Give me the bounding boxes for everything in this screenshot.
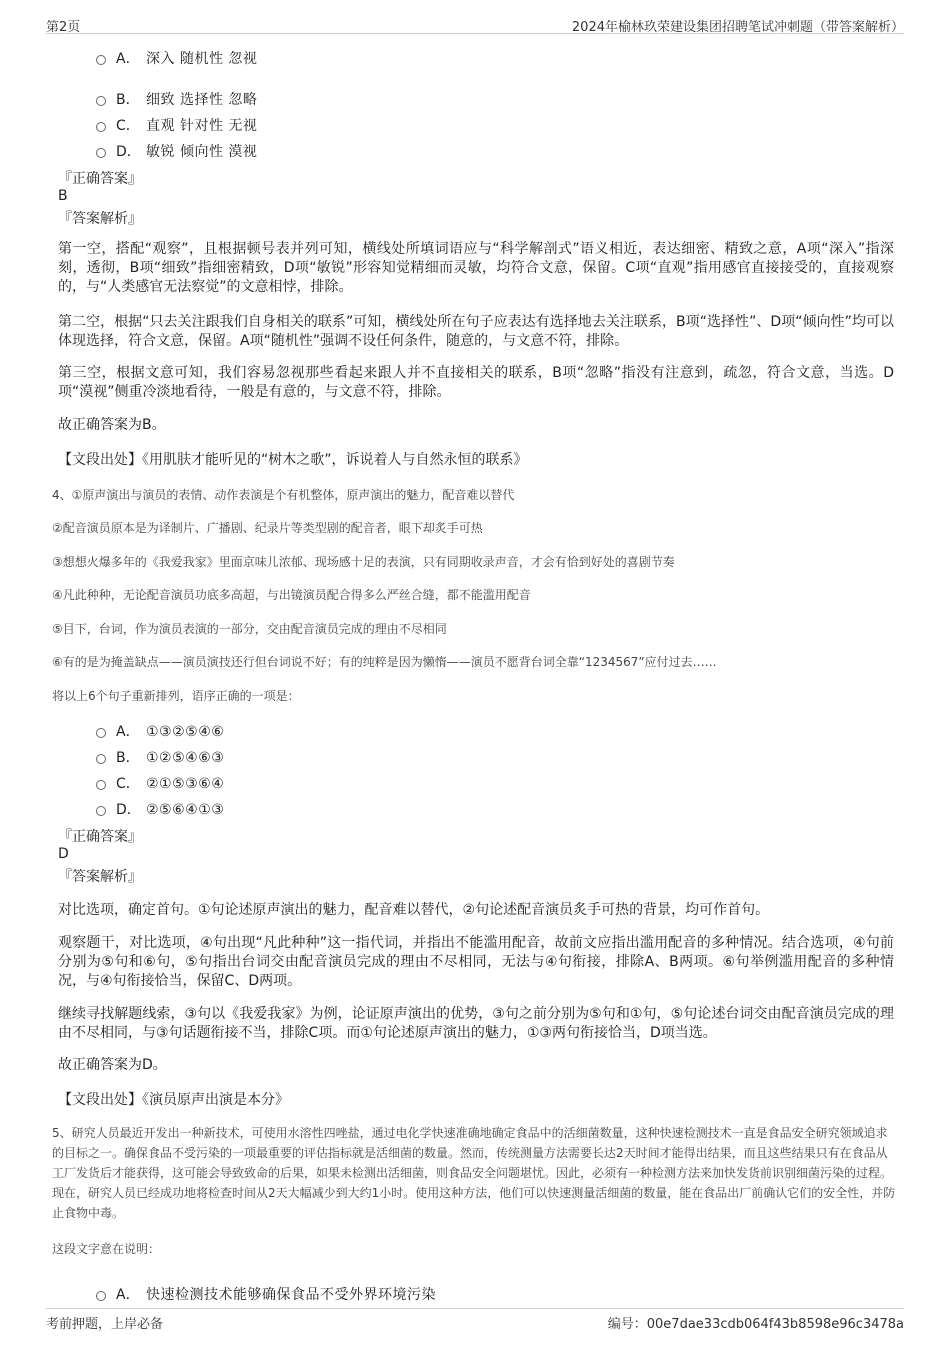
q4-option-d[interactable]: D． ②⑤⑥④①③ <box>96 799 224 819</box>
q3-analysis-paragraph: 第三空，根据文意可知，我们容易忽视那些看起来跟人并不直接相关的联系，B项“忽略”指没有注意到，疏忽，符合文意，当选。D项“漠视”侧重冷淡地看待，一般是有意的，与文意不符，排除。 <box>58 365 894 400</box>
q4-sentence: ⑥有的是为掩盖缺点——演员演技还行但台词说不好；有的纯粹是因为懒惰——演员不愿背台词全靠“1234567”应付过去…… <box>52 655 717 669</box>
q4-option-c[interactable]: C． ②①⑤③⑥④ <box>96 773 224 793</box>
document-title: 2024年榆林玖荣建设集团招聘笔试冲刺题（带答案解析） <box>571 20 904 35</box>
q4-answer-label: 『正确答案』 <box>58 829 142 845</box>
q3-option-d[interactable]: D． 敏锐 倾向性 漠视 <box>96 141 257 161</box>
q4-option-a[interactable]: A． ①③②⑤④⑥ <box>96 721 224 741</box>
radio-icon[interactable] <box>96 806 106 816</box>
document-id: 编号：00e7dae33cdb064f43b8598e96c3478a <box>607 1317 904 1332</box>
q5-stem: 5、研究人员最近开发出一种新技术，可使用水溶性四唑盐，通过电化学快速准确地确定食品中的活细菌数量，这种快速检测技术一直是食品安全研究领域追求的目标之一。确保食品不受污染的一项最重要的评估指标就是活细菌的数量。然而，传统测量方法需要长达2天时间才能得出结果，而且这些结果只有在食品从工厂发货后才能获得，这可能会导致致命的后果，如果未检测出活细菌，则食品安全问题堪忧。因此，必须有一种检测方法来加快发货前识别细菌污染的过程。现在，研究人员已经成功地将检查时间从2天大幅减少到大约1小时。使用这种方法，他们可以快速测量活细菌的数量，能在食品出厂前确认它们的安全性，并防止食物中毒。 <box>52 1126 896 1220</box>
q4-source: 【文段出处】《演员原声出演是本分》 <box>58 1092 289 1108</box>
q3-analysis-paragraph: 第一空，搭配“观察”，且根据顿号表并列可知，横线处所填词语应与“科学解剖式”语义相近，表达细密、精致之意，A项“深入”指深刻，透彻，B项“细致”指细密精致，D项“敏锐”形容知觉精细而灵敏，均符合文意，保留。C项“直观”指用感官直接接受的，直接观察的，与“人类感官无法察觉”的文意相悖，排除。 <box>58 241 894 295</box>
q3-analysis-paragraph: 第二空，根据“只去关注跟我们自身相关的联系”可知，横线处所在句子应表达有选择地去关注联系，B项“选择性”、D项“倾向性”均可以体现选择，符合文意，保留。A项“随机性”强调不设任何条件，随意的，与文意不符，排除。 <box>58 314 894 349</box>
radio-icon[interactable] <box>96 55 106 65</box>
q4-option-b[interactable]: B． ①②⑤④⑥③ <box>96 747 224 767</box>
q4-sentence: ②配音演员原本是为译制片、广播剧、纪录片等类型剧的配音者，眼下却炙手可热 <box>52 521 483 535</box>
footer-slogan: 考前押题，上岸必备 <box>46 1317 164 1332</box>
q3-option-c[interactable]: C． 直观 针对性 无视 <box>96 115 257 135</box>
q5-prompt: 这段文字意在说明： <box>52 1242 161 1256</box>
q5-option-a[interactable]: A． 快速检测技术能够确保食品不受外界环境污染 <box>96 1284 436 1304</box>
q3-analysis-label: 『答案解析』 <box>58 211 142 227</box>
q3-option-a[interactable]: A． 深入 随机性 忽视 <box>96 48 257 68</box>
radio-icon[interactable] <box>96 780 106 790</box>
q4-sentence: ③想想火爆多年的《我爱我家》里面京味儿浓郁、现场感十足的表演，只有同期收录声音，才会有恰到好处的喜剧节奏 <box>52 555 675 569</box>
q4-analysis-paragraph: 对比选项，确定首句。①句论述原声演出的魅力，配音难以替代，②句论述配音演员炙手可热的背景，均可作首句。 <box>58 902 770 918</box>
radio-icon[interactable] <box>96 1291 106 1301</box>
radio-icon[interactable] <box>96 148 106 158</box>
q4-sentence: ④凡此种种，无论配音演员功底多高超，与出镜演员配合得多么严丝合缝，都不能滥用配音 <box>52 588 531 602</box>
radio-icon[interactable] <box>96 754 106 764</box>
header-divider <box>46 33 904 34</box>
q4-sentence: ⑤目下，台词，作为演员表演的一部分，交由配音演员完成的理由不尽相同 <box>52 622 447 636</box>
q4-analysis-conclusion: 故正确答案为D。 <box>58 1057 167 1073</box>
radio-icon[interactable] <box>96 96 106 106</box>
q4-analysis-label: 『答案解析』 <box>58 869 142 885</box>
q3-answer: B <box>58 188 68 204</box>
q4-analysis-paragraph: 继续寻找解题线索，③句以《我爱我家》为例，论证原声演出的优势，③句之前分别为⑤句和①句，⑤句论述台词交由配音演员完成的理由不尽相同，与③句话题衔接不当，排除C项。而①句论述原声演出的魅力，①③两句衔接恰当，D项当选。 <box>58 1006 894 1041</box>
q3-option-b[interactable]: B． 细致 选择性 忽略 <box>96 89 257 109</box>
q3-answer-label: 『正确答案』 <box>58 171 142 187</box>
radio-icon[interactable] <box>96 122 106 132</box>
q4-answer: D <box>58 846 69 862</box>
footer-divider <box>46 1308 904 1309</box>
q4-sentence: 4、①原声演出与演员的表情、动作表演是个有机整体，原声演出的魅力，配音难以替代 <box>52 488 515 502</box>
radio-icon[interactable] <box>96 728 106 738</box>
q3-analysis-conclusion: 故正确答案为B。 <box>58 417 166 433</box>
q3-source: 【文段出处】《用肌肤才能听见的“树木之歌”，诉说着人与自然永恒的联系》 <box>58 452 528 468</box>
q4-analysis-paragraph: 观察题干，对比选项，④句出现“凡此种种”这一指代词，并指出不能滥用配音，故前文应指出滥用配音的多种情况。结合选项，④句前分别为⑤句和⑥句，⑤句指出台词交由配音演员完成的理由不尽相同，无法与④句衔接，排除A、B两项。⑥句举例滥用配音的多种情况，与④句衔接恰当，保留C、D两项。 <box>58 935 894 989</box>
q4-prompt: 将以上6个句子重新排列，语序正确的一项是： <box>52 689 300 703</box>
page-number: 第2页 <box>46 20 81 35</box>
